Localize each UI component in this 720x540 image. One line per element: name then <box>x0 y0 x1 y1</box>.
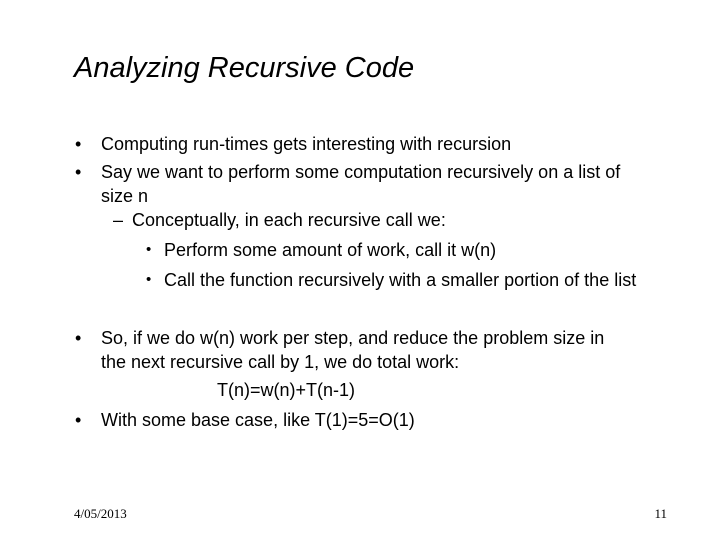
footer-date: 4/05/2013 <box>74 506 127 521</box>
bullet-text-2: Say we want to perform some computation recursively on a list of <box>101 162 621 182</box>
bullet-icon: • <box>75 162 82 182</box>
bullet-text-1: Computing run-times gets interesting with recursion <box>101 134 512 154</box>
bullet-icon: • <box>75 328 82 348</box>
sub-point-text: Conceptually, in each recursive call we: <box>132 210 446 230</box>
bullet-icon: • <box>75 134 82 154</box>
bullet-text-4: With some base case, like T(1)=5=O(1) <box>101 410 415 430</box>
sub-sub-point-2: Call the function recursively with a smaller portion of the list <box>164 270 637 290</box>
bullet-text-2-cont: size n <box>101 186 149 206</box>
recurrence-formula: T(n)=w(n)+T(n-1) <box>217 380 356 400</box>
bullet-text-3: So, if we do w(n) work per step, and reduce the problem size in <box>101 328 605 348</box>
slide-title: Analyzing Recursive Code <box>74 52 415 84</box>
bullet-icon: • <box>75 410 82 430</box>
bullet-icon: • <box>146 271 152 288</box>
dash-icon: – <box>113 210 124 230</box>
bullet-icon: • <box>146 241 152 258</box>
footer-page-number: 11 <box>654 506 667 521</box>
sub-sub-point-1: Perform some amount of work, call it w(n) <box>164 240 497 260</box>
bullet-text-3-cont: the next recursive call by 1, we do total work: <box>101 352 460 372</box>
